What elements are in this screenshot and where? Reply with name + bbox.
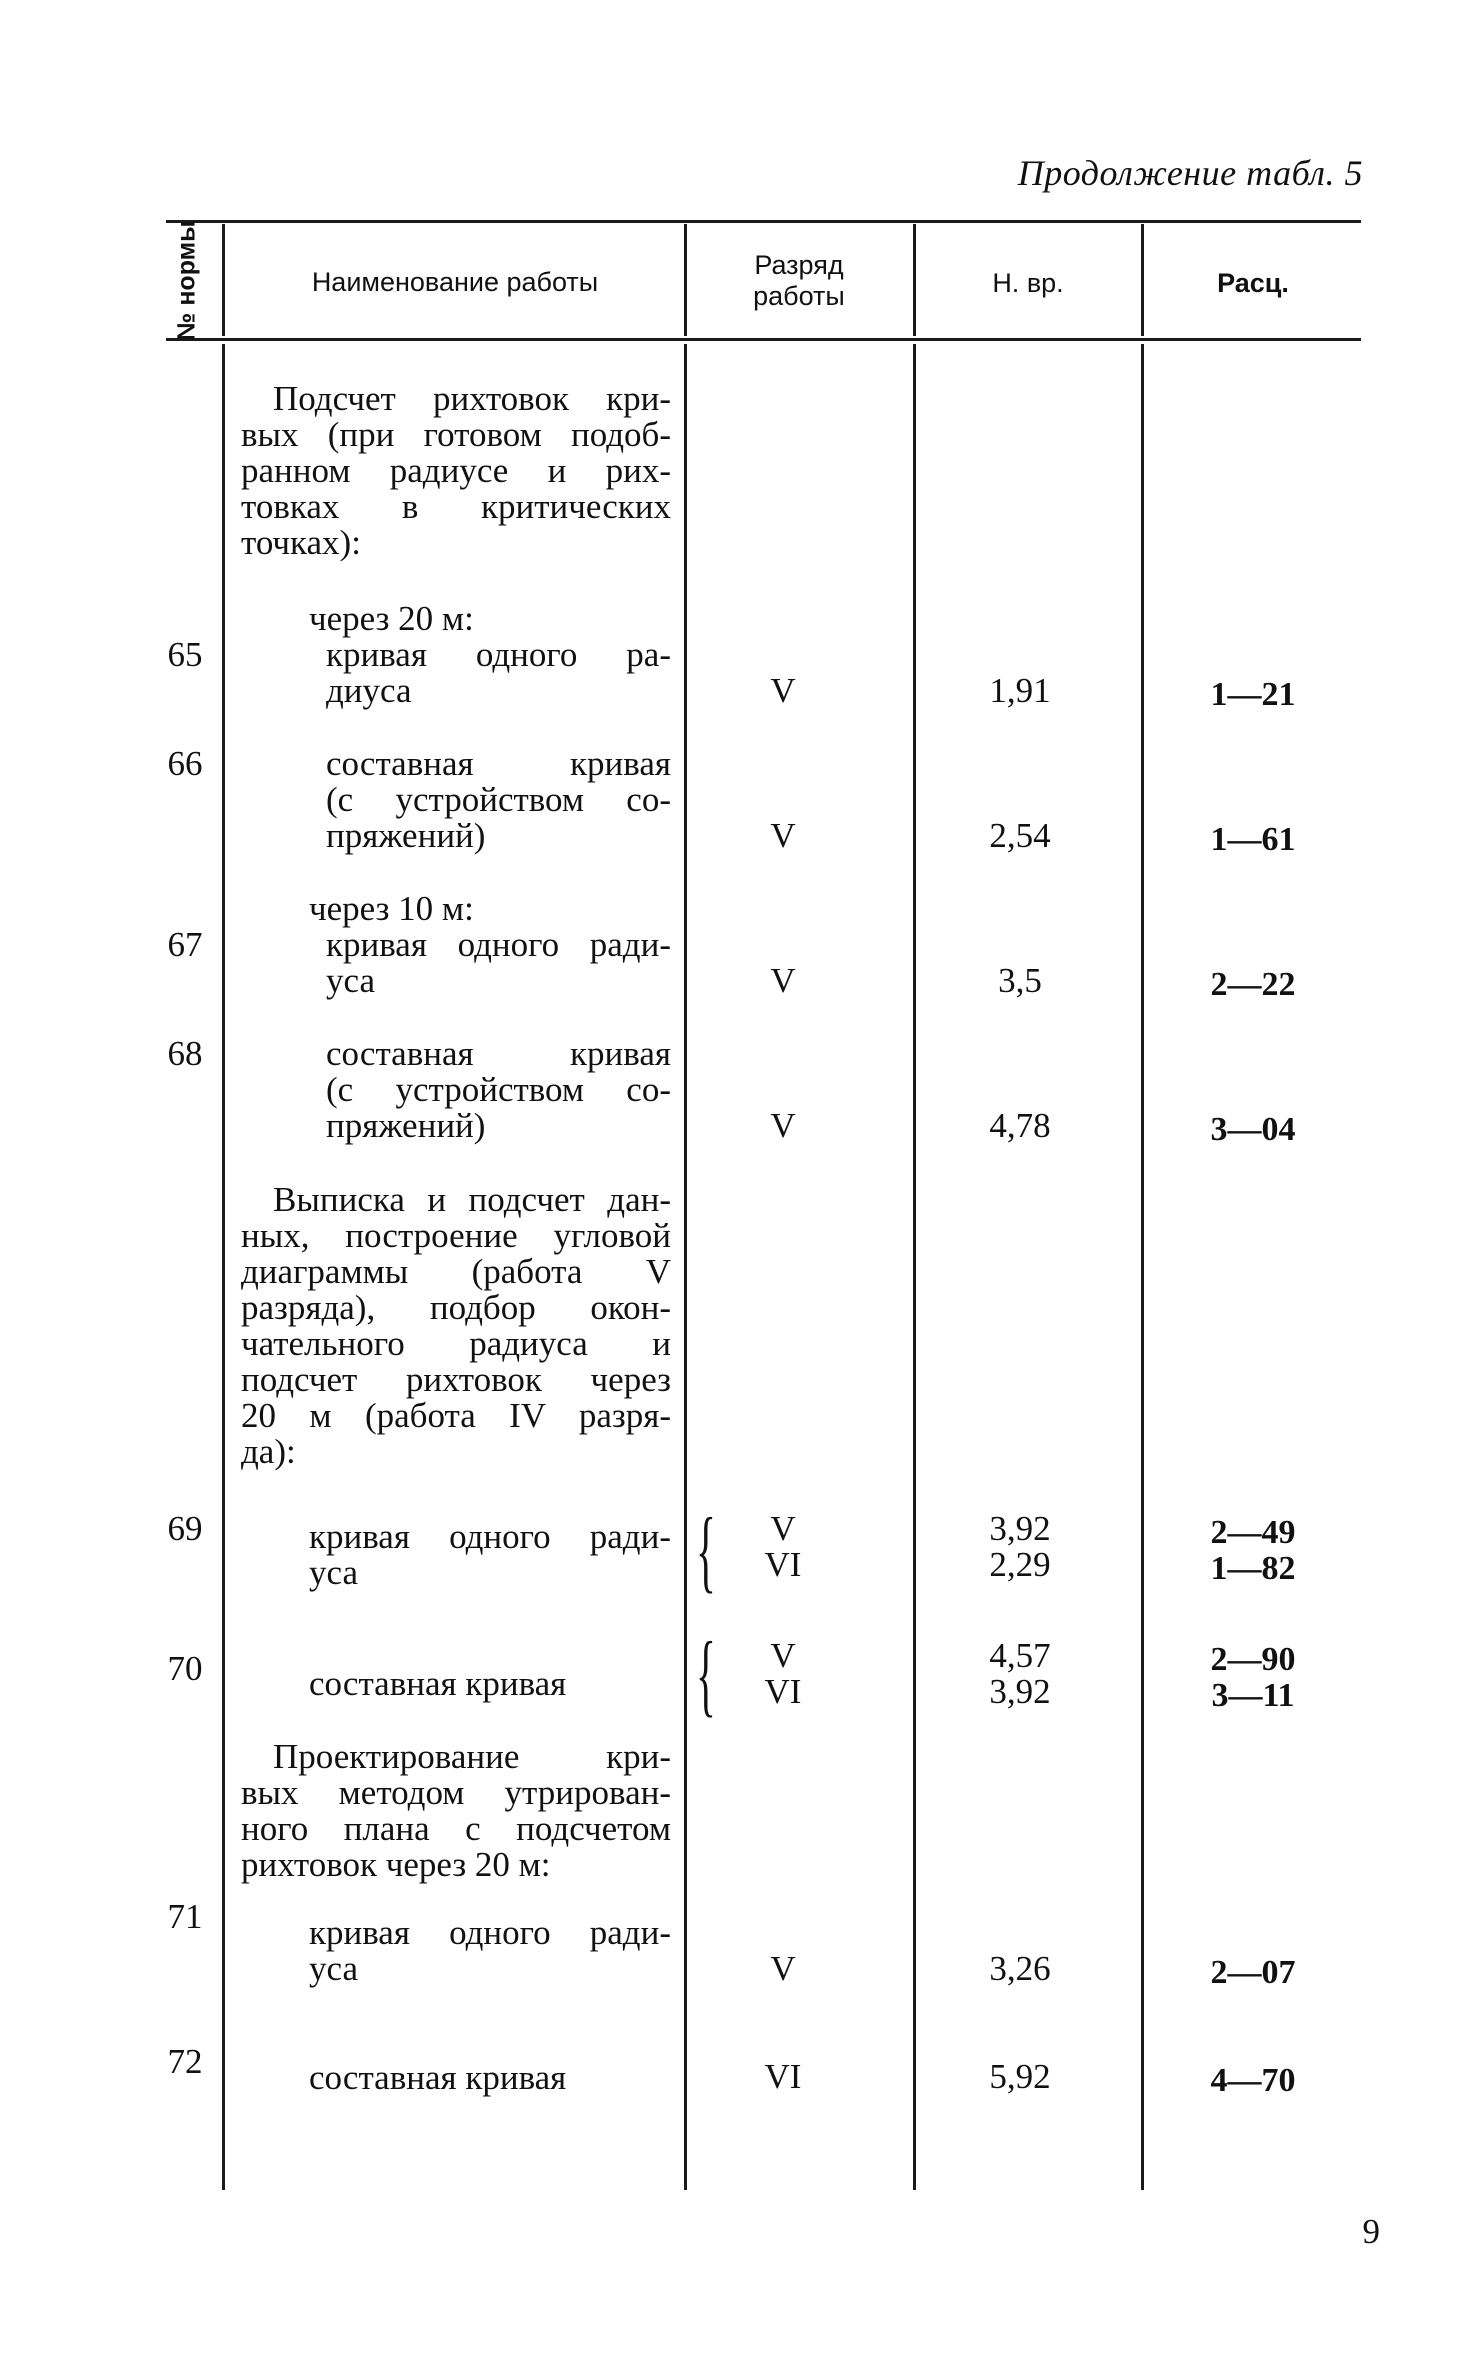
continuation-title: Продолжение табл. 5 [1017, 153, 1363, 193]
row-65-rate: 1—21 [1210, 676, 1296, 713]
column-divider-1 [222, 224, 225, 336]
row-name-line: уса [309, 1553, 358, 1592]
section-line: Выписка и подсчет дан- [273, 1180, 671, 1219]
row-72-time: 5,92 [989, 2057, 1051, 2096]
section-1-heading [241, 381, 671, 561]
section-line: вых методом утрирован- [241, 1773, 671, 1812]
header-number-cell [162, 220, 212, 340]
row-71-name [309, 1915, 671, 1987]
section-line: ранном радиусе и рих- [241, 451, 671, 490]
row-name-line: диуса [326, 671, 412, 710]
row-65-number: 65 [167, 635, 203, 674]
row-70-rate-1: 2—90 [1210, 1641, 1296, 1678]
row-68-name [326, 1036, 671, 1144]
column-divider-1 [222, 344, 225, 2190]
column-divider-2 [684, 224, 687, 336]
section-line: рихтовок через 20 м: [241, 1845, 551, 1884]
page-number: 9 [1362, 2212, 1380, 2251]
section-line: вых (при готовом подоб- [241, 415, 671, 454]
row-66-time: 2,54 [989, 816, 1051, 855]
header-rate-label: Расц. [1217, 268, 1289, 298]
row-70-rate-2: 3—11 [1211, 1677, 1295, 1714]
row-65-time: 1,91 [989, 671, 1051, 710]
row-69-grade-1: V [770, 1509, 796, 1548]
row-72-name: составная кривая [309, 2058, 567, 2097]
row-68-grade: V [770, 1106, 796, 1145]
column-divider-3 [913, 224, 916, 336]
row-name-line: составная кривая [326, 1034, 671, 1073]
section-line: ного плана с подсчетом [241, 1809, 671, 1848]
row-70-grade-1: V [770, 1636, 796, 1675]
row-name-line: (с устройством со- [326, 780, 671, 819]
row-name-line: уса [326, 961, 375, 1000]
row-70-name: составная кривая [309, 1664, 567, 1703]
column-divider-2 [684, 344, 687, 2190]
section-1-subheading-20m: через 20 м: [309, 599, 474, 638]
section-line: Подсчет рихтовок кри- [273, 379, 671, 418]
section-line: Проектирование кри- [273, 1737, 671, 1776]
section-line: 20 м (работа IV разря- [241, 1396, 671, 1435]
row-name-line: кривая одного ради- [326, 925, 671, 964]
row-name-line: пряжений) [326, 1106, 486, 1145]
header-grade-line-1: Разряд [754, 250, 844, 280]
section-line: диаграммы (работа V [241, 1252, 671, 1291]
row-71-rate: 2—07 [1210, 1954, 1296, 1991]
row-name-line: кривая одного ради- [309, 1913, 671, 1952]
section-3-heading [241, 1739, 671, 1883]
row-70-number: 70 [167, 1649, 203, 1688]
row-66-number: 66 [167, 744, 203, 783]
section-2-heading [241, 1182, 671, 1470]
header-bottom-rule [166, 338, 1361, 341]
column-divider-4 [1141, 344, 1144, 2190]
row-66-rate: 1—61 [1210, 821, 1296, 858]
row-66-grade: V [770, 816, 796, 855]
section-line: точках): [241, 523, 361, 562]
row-name-line: уса [309, 1949, 358, 1988]
header-time-label: Н. вр. [992, 268, 1064, 298]
row-70-time-1: 4,57 [989, 1636, 1051, 1675]
row-name-line: кривая одного ра- [326, 635, 671, 674]
header-name-label: Наименование работы [311, 267, 599, 297]
row-71-grade: V [770, 1949, 796, 1988]
header-number-label: № нормы [172, 220, 201, 340]
table-top-rule [166, 220, 1361, 223]
row-65-name [326, 637, 671, 709]
section-line: ных, построение угловой [241, 1216, 671, 1255]
row-70-time-2: 3,92 [989, 1672, 1051, 1711]
section-line: да): [241, 1432, 296, 1471]
row-69-rate-1: 2—49 [1210, 1514, 1296, 1551]
row-71-number: 71 [167, 1897, 203, 1936]
row-name-line: (с устройством со- [326, 1070, 671, 1109]
row-69-brace: { [696, 1499, 716, 1601]
row-67-name [326, 927, 671, 999]
row-68-rate: 3—04 [1210, 1111, 1296, 1148]
row-70-brace: { [696, 1623, 716, 1725]
row-67-rate: 2—22 [1210, 966, 1296, 1003]
row-71-time: 3,26 [989, 1949, 1051, 1988]
row-67-grade: V [770, 961, 796, 1000]
row-69-time-2: 2,29 [989, 1545, 1051, 1584]
row-69-name [309, 1519, 671, 1591]
row-65-grade: V [770, 671, 796, 710]
row-72-rate: 4—70 [1210, 2062, 1296, 2099]
row-69-grade-2: VI [764, 1545, 802, 1584]
section-1-subheading-10m: через 10 м: [309, 889, 474, 928]
row-67-time: 3,5 [998, 961, 1042, 1000]
section-line: разряда), подбор окон- [241, 1288, 671, 1327]
row-67-number: 67 [167, 925, 203, 964]
row-69-rate-2: 1—82 [1210, 1550, 1296, 1587]
row-name-line: пряжений) [326, 816, 486, 855]
section-line: товках в критических [241, 487, 671, 526]
row-72-number: 72 [167, 2042, 203, 2081]
header-grade-line-2: работы [753, 281, 845, 312]
section-line: чательного радиуса и [241, 1324, 671, 1363]
row-name-line: кривая одного ради- [309, 1517, 671, 1556]
row-72-grade: VI [764, 2057, 802, 2096]
row-69-time-1: 3,92 [989, 1509, 1051, 1548]
row-name-line: составная кривая [326, 744, 671, 783]
row-66-name [326, 746, 671, 854]
row-69-number: 69 [167, 1509, 203, 1548]
row-68-number: 68 [167, 1034, 203, 1073]
header-grade-label [688, 250, 910, 312]
column-divider-3 [913, 344, 916, 2190]
row-70-grade-2: VI [764, 1672, 802, 1711]
row-68-time: 4,78 [989, 1106, 1051, 1145]
column-divider-4 [1141, 224, 1144, 336]
section-line: подсчет рихтовок через [241, 1360, 671, 1399]
